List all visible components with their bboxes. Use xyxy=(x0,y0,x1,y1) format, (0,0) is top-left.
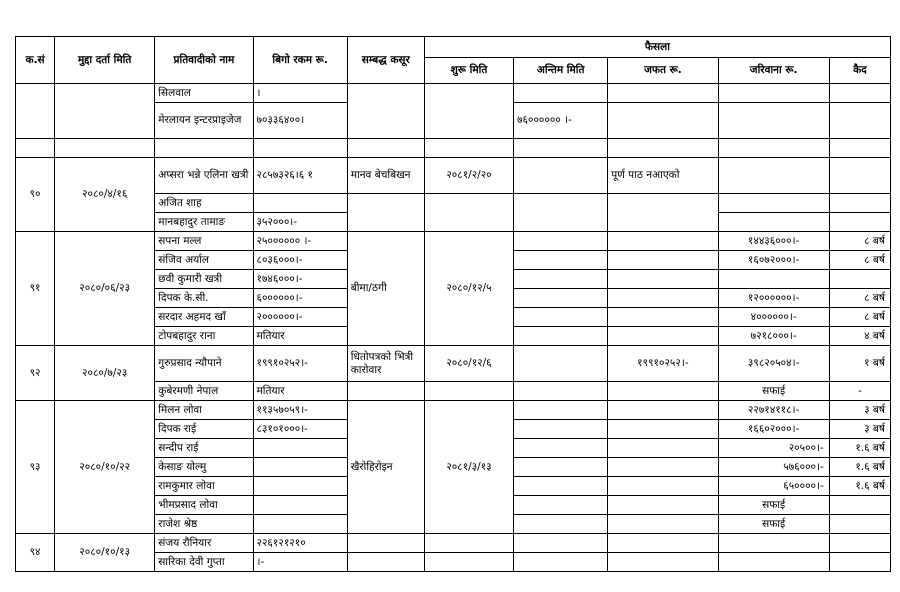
cell-prison: ८ बर्ष xyxy=(829,289,890,308)
cell-start-date: २०८०/१२/५ xyxy=(424,232,513,346)
cell-prison: १.६ बर्ष xyxy=(829,477,890,496)
cell-amount: ७०३३६४००। xyxy=(253,103,347,139)
cell-confiscation xyxy=(608,515,718,534)
cell-defendant: संजय रौनियार xyxy=(155,534,253,553)
cell-amount: २००००००।- xyxy=(253,308,347,327)
cell-defendant: भीमप्रसाद लोवा xyxy=(155,496,253,515)
col-header-offense: सम्बद्ध कसूर xyxy=(347,37,424,84)
cell-defendant: मेरलायन इन्टरप्राइजेज xyxy=(155,103,253,139)
cell-defendant: दिपक राई xyxy=(155,420,253,439)
col-header-verdict: फैसला xyxy=(424,37,890,58)
col-header-confiscation: जफत रू. xyxy=(608,58,718,84)
cell-amount xyxy=(253,496,347,515)
cell-confiscation xyxy=(608,382,718,401)
cell-prison: ४ बर्ष xyxy=(829,327,890,346)
cell-final-date xyxy=(514,270,608,289)
cell-defendant: सरदार अहमद खाँ xyxy=(155,308,253,327)
cell-sn: ९१ xyxy=(16,232,55,346)
cell-amount: २२६१२१२१० xyxy=(253,534,347,553)
cell-offense: धितोपत्रको भित्री कारोवार xyxy=(347,346,424,382)
cell-defendant: टोपबहादुर राना xyxy=(155,327,253,346)
cell-fine: २२७१४११८।- xyxy=(718,401,829,420)
cell-amount: २५०००००० ।- xyxy=(253,232,347,251)
cell-prison xyxy=(829,158,890,194)
cell-file-date: २०८०/१०/१३ xyxy=(55,534,155,572)
cell-amount: । xyxy=(253,84,347,103)
cell-final-date xyxy=(514,401,608,420)
cell-offense xyxy=(347,553,424,572)
cell-prison xyxy=(829,213,890,232)
cell-prison: १.६ बर्ष xyxy=(829,458,890,477)
cell-offense: मानव बेचबिखन xyxy=(347,158,424,194)
cell-fine xyxy=(718,270,829,289)
cell-final-date xyxy=(514,84,608,103)
cell-prison xyxy=(829,553,890,572)
col-header-fine: जरिवाना रू. xyxy=(718,58,829,84)
cell-defendant: सन्दीप राई xyxy=(155,439,253,458)
table-row xyxy=(16,232,891,251)
cell-prison: ८ बर्ष xyxy=(829,251,890,270)
cell-prison xyxy=(829,139,890,158)
cell-defendant: गुरुप्रसाद न्यौपाने xyxy=(155,346,253,382)
cell-confiscation xyxy=(608,458,718,477)
cell-amount: १९९१०२५२।- xyxy=(253,346,347,382)
cell-final-date xyxy=(514,346,608,382)
cell-final-date xyxy=(514,308,608,327)
cell-defendant: केसाङ योल्मु xyxy=(155,458,253,477)
cell-start-date xyxy=(424,194,513,232)
cell-prison xyxy=(829,103,890,139)
cell-file-date: २०८०/४/१६ xyxy=(55,158,155,232)
cell-fine: सफाई xyxy=(718,382,829,401)
cell-confiscation xyxy=(608,553,718,572)
cell-confiscation xyxy=(608,232,718,251)
cell-sn xyxy=(16,84,55,139)
cell-file-date xyxy=(55,139,155,158)
cell-file-date: २०८०/७/२३ xyxy=(55,346,155,401)
cell-confiscation xyxy=(608,420,718,439)
cell-sn: ९२ xyxy=(16,346,55,401)
cell-amount: मतियार xyxy=(253,382,347,401)
cell-sn: ९० xyxy=(16,158,55,232)
cell-fine xyxy=(718,84,829,103)
table-row xyxy=(16,534,891,553)
cell-confiscation xyxy=(608,84,718,103)
cell-amount: १७४६०००।- xyxy=(253,270,347,289)
cell-defendant: सपना मल्ल xyxy=(155,232,253,251)
cell-final-date xyxy=(514,534,608,553)
cell-confiscation xyxy=(608,139,718,158)
col-header-final-date: अन्तिम मिति xyxy=(514,58,608,84)
cell-defendant: दिपक के.सी. xyxy=(155,289,253,308)
cell-defendant: रामकुमार लोवा xyxy=(155,477,253,496)
cell-start-date xyxy=(424,84,513,139)
cell-file-date: २०८०/०६/२३ xyxy=(55,232,155,346)
cell-final-date xyxy=(514,194,608,232)
col-header-amount: बिगो रकम रू. xyxy=(253,37,347,84)
cell-fine: ४००००००।- xyxy=(718,308,829,327)
cell-offense xyxy=(347,534,424,553)
cell-confiscation xyxy=(608,439,718,458)
cell-amount: मतियार xyxy=(253,327,347,346)
cell-fine: ६५००००।- xyxy=(718,477,829,496)
cell-offense: खैरोहिरोइन xyxy=(347,401,424,534)
cell-fine: ३९८२०५०४।- xyxy=(718,346,829,382)
cell-amount: २८५७३२६।६ १ xyxy=(253,158,347,194)
cell-amount: ८०३६०००।- xyxy=(253,251,347,270)
cell-sn: ९४ xyxy=(16,534,55,572)
col-header-start-date: शुरू मिति xyxy=(424,58,513,84)
cell-file-date xyxy=(55,84,155,139)
table-row xyxy=(16,346,891,382)
cell-confiscation: १९९१०२५२।- xyxy=(608,346,718,382)
cell-fine xyxy=(718,534,829,553)
cell-final-date xyxy=(514,289,608,308)
cell-offense xyxy=(347,194,424,232)
cell-amount: ११३५७०५९।- xyxy=(253,401,347,420)
cell-prison xyxy=(829,515,890,534)
cell-confiscation xyxy=(608,308,718,327)
cell-offense xyxy=(347,84,424,139)
cell-final-date xyxy=(514,232,608,251)
cell-fine xyxy=(718,103,829,139)
cell-prison: ८ बर्ष xyxy=(829,308,890,327)
cell-fine xyxy=(718,553,829,572)
cell-confiscation xyxy=(608,251,718,270)
col-header-prison: कैद xyxy=(829,58,890,84)
cell-defendant: कुबेरमणी नेपाल xyxy=(155,382,253,401)
cell-amount: ६००००००।- xyxy=(253,289,347,308)
cell-amount xyxy=(253,139,347,158)
cell-start-date xyxy=(424,534,513,553)
cell-fine xyxy=(718,213,829,232)
cell-prison xyxy=(829,270,890,289)
cell-prison xyxy=(829,496,890,515)
cell-fine: १२००००००।- xyxy=(718,289,829,308)
cell-final-date xyxy=(514,553,608,572)
cell-final-date xyxy=(514,477,608,496)
cell-sn xyxy=(16,139,55,158)
cell-offense xyxy=(347,139,424,158)
cell-confiscation xyxy=(608,289,718,308)
cell-final-date xyxy=(514,251,608,270)
col-header-defendant: प्रतिवादीको नाम xyxy=(155,37,253,84)
cell-prison xyxy=(829,194,890,213)
cell-fine xyxy=(718,158,829,194)
cell-amount: ८३१०१०००।- xyxy=(253,420,347,439)
cell-final-date xyxy=(514,382,608,401)
cell-confiscation xyxy=(608,496,718,515)
table-row-spacer xyxy=(16,139,891,158)
cell-defendant: छवी कुमारी खत्री xyxy=(155,270,253,289)
cell-fine: सफाई xyxy=(718,496,829,515)
cell-final-date xyxy=(514,327,608,346)
cell-confiscation xyxy=(608,103,718,139)
cell-amount xyxy=(253,458,347,477)
cell-fine: १६०७२०००।- xyxy=(718,251,829,270)
table-row xyxy=(16,158,891,194)
cell-offense xyxy=(347,382,424,401)
cell-fine: २०५००।- xyxy=(718,439,829,458)
cell-prison: ३ बर्ष xyxy=(829,420,890,439)
cell-fine xyxy=(718,139,829,158)
cell-sn: ९३ xyxy=(16,401,55,534)
table-row xyxy=(16,401,891,420)
cell-start-date: २०८१/३/१३ xyxy=(424,401,513,534)
cell-fine: ७२१८०००।- xyxy=(718,327,829,346)
cell-start-date: २०८१/२/२० xyxy=(424,158,513,194)
cell-prison: ३ बर्ष xyxy=(829,401,890,420)
cell-defendant: राजेश श्रेष्ठ xyxy=(155,515,253,534)
cell-defendant: संजिव अर्याल xyxy=(155,251,253,270)
cell-final-date xyxy=(514,458,608,477)
cell-prison xyxy=(829,534,890,553)
cell-file-date: २०८०/१०/२२ xyxy=(55,401,155,534)
cell-defendant: सिलवाल xyxy=(155,84,253,103)
cell-confiscation xyxy=(608,194,718,232)
cell-amount: ।- xyxy=(253,553,347,572)
cell-confiscation xyxy=(608,327,718,346)
cell-final-date: ७६०००००० ।- xyxy=(514,103,608,139)
cell-start-date xyxy=(424,139,513,158)
cell-fine: १६६०२०००।- xyxy=(718,420,829,439)
cell-fine xyxy=(718,194,829,213)
cell-final-date xyxy=(514,139,608,158)
cell-confiscation: पूर्ण पाठ नआएको xyxy=(608,158,718,194)
table-row xyxy=(16,84,891,103)
cell-prison: १.६ बर्ष xyxy=(829,439,890,458)
cell-start-date xyxy=(424,553,513,572)
cell-confiscation xyxy=(608,270,718,289)
cell-final-date xyxy=(514,496,608,515)
cell-defendant xyxy=(155,139,253,158)
cell-confiscation xyxy=(608,534,718,553)
cell-defendant: अजित शाह xyxy=(155,194,253,213)
case-verdict-table xyxy=(15,36,891,572)
cell-final-date xyxy=(514,420,608,439)
cell-amount xyxy=(253,515,347,534)
cell-confiscation xyxy=(608,401,718,420)
cell-prison: १ बर्ष xyxy=(829,346,890,382)
cell-amount xyxy=(253,477,347,496)
col-header-file-date: मुद्दा दर्ता मिति xyxy=(55,37,155,84)
cell-defendant: मानबहादुर तामाङ xyxy=(155,213,253,232)
cell-confiscation xyxy=(608,477,718,496)
cell-prison xyxy=(829,84,890,103)
cell-amount: ३५२०००।- xyxy=(253,213,347,232)
cell-start-date xyxy=(424,382,513,401)
cell-prison: ८ बर्ष xyxy=(829,232,890,251)
cell-defendant: मिलन लोवा xyxy=(155,401,253,420)
col-header-sn: क.सं xyxy=(16,37,55,84)
cell-defendant: सारिका देवी गुप्ता xyxy=(155,553,253,572)
cell-fine: १४४३६०००।- xyxy=(718,232,829,251)
cell-offense: बीमा/ठगी xyxy=(347,232,424,346)
cell-fine: सफाई xyxy=(718,515,829,534)
cell-amount xyxy=(253,439,347,458)
cell-final-date xyxy=(514,158,608,194)
cell-final-date xyxy=(514,439,608,458)
cell-amount xyxy=(253,194,347,213)
cell-final-date xyxy=(514,515,608,534)
cell-fine: ५७६०००।- xyxy=(718,458,829,477)
cell-defendant: अप्सरा भन्ने एलिना खत्री xyxy=(155,158,253,194)
cell-prison: - xyxy=(829,382,890,401)
cell-start-date: २०८०/१२/६ xyxy=(424,346,513,382)
